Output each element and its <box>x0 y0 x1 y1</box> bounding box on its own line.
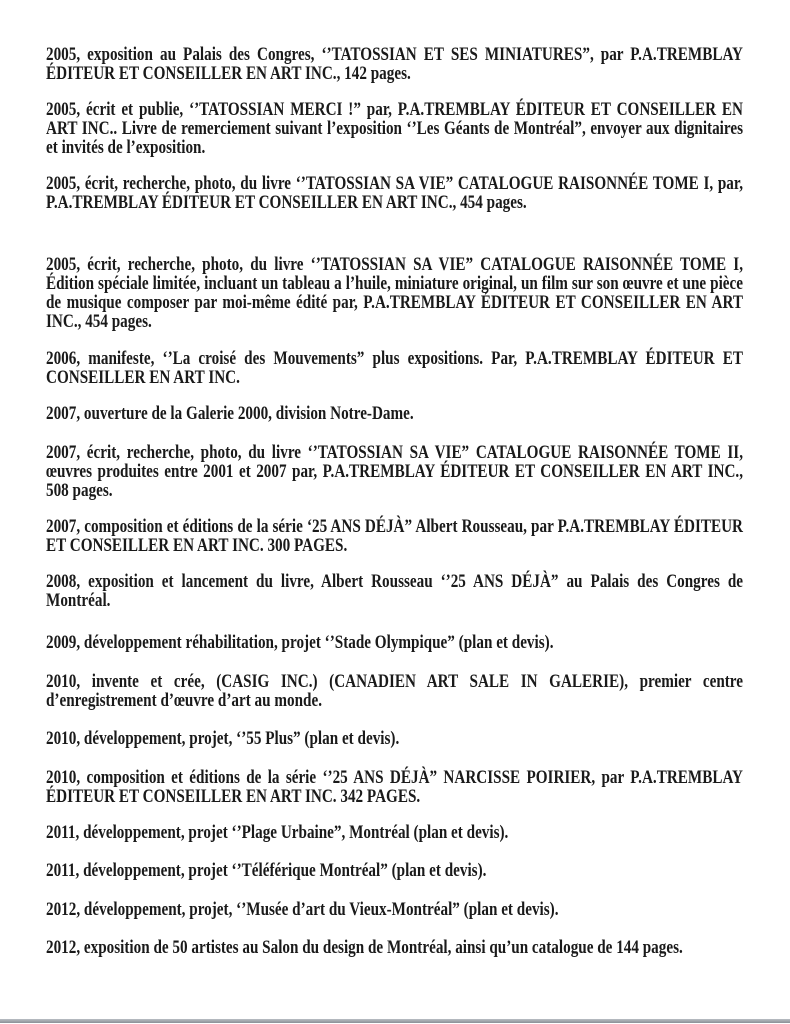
entry-2012-salon-design: 2012, exposition de 50 artistes au Salon du design de Montréal, ainsi qu’un catalogue de 144 pages. <box>46 938 683 958</box>
entry-2005-miniatures: 2005, exposition au Palais des Congres, ‘’TATOSSIAN ET SES MINIATURES”, par P.A.TREMBLAY ÉDITEUR ET CONSEILLER EN ART INC., 142 pages. <box>46 45 743 84</box>
entry-2011-plage-urbaine: 2011, développement, projet ‘’Plage Urbaine”, Montréal (plan et devis). <box>46 823 509 843</box>
entry-2011-teleferique: 2011, développement, projet ‘’Téléférique Montréal” (plan et devis). <box>46 861 487 881</box>
entry-2010-casig: 2010, invente et crée, (CASIG INC.) (CANADIEN ART SALE IN GALERIE), premier centre d’enregistrement d’œuvre d’art au monde. <box>46 672 743 711</box>
entry-2006-manifeste: 2006, manifeste, ‘’La croisé des Mouvements” plus expositions. Par, P.A.TREMBLAY ÉDITEUR ET CONSEILLER EN ART INC. <box>46 349 743 388</box>
entry-2007-galerie: 2007, ouverture de la Galerie 2000, division Notre-Dame. <box>46 404 414 424</box>
entry-2008-lancement: 2008, exposition et lancement du livre, Albert Rousseau ‘’25 ANS DÉJÀ” au Palais des Congres de Montréal. <box>46 572 743 611</box>
entry-2009-stade-olympique: 2009, développement réhabilitation, projet ‘’Stade Olympique” (plan et devis). <box>46 633 554 653</box>
entry-2010-narcisse-poirier: 2010, composition et éditions de la série ‘’25 ANS DÉJÀ” NARCISSE POIRIER, par P.A.TREMBLAY ÉDITEUR ET CONSEILLER EN ART INC. 342 PAGES. <box>46 768 743 807</box>
entry-2012-musee: 2012, développement, projet, ‘’Musée d’art du Vieux-Montréal” (plan et devis). <box>46 900 559 920</box>
entry-2005-merci: 2005, écrit et publie, ‘’TATOSSIAN MERCI !” par, P.A.TREMBLAY ÉDITEUR ET CONSEILLER EN ART INC.. Livre de remerciement suivant l’exposition ‘’Les Géants de Montréal”, envoyer aux dignitaires et invités de l’exposition. <box>46 100 743 158</box>
entry-2007-albert-rousseau: 2007, composition et éditions de la série ‘25 ANS DÉJÀ” Albert Rousseau, par P.A.TREMBLAY ÉDITEUR ET CONSEILLER EN ART INC. 300 PAGES. <box>46 517 743 556</box>
entry-2010-55-plus: 2010, développement, projet, ‘’55 Plus” (plan et devis). <box>46 729 400 749</box>
page-bottom-edge <box>0 1019 790 1023</box>
entry-2005-catalogue-tome-1: 2005, écrit, recherche, photo, du livre ‘’TATOSSIAN SA VIE” CATALOGUE RAISONNÉE TOME I, par, P.A.TREMBLAY ÉDITEUR ET CONSEILLER EN ART INC., 454 pages. <box>46 174 743 213</box>
entry-2005-edition-speciale: 2005, écrit, recherche, photo, du livre ‘’TATOSSIAN SA VIE” CATALOGUE RAISONNÉE TOME I, Édition spéciale limitée, incluant un tableau a l’huile, miniature original, un film sur son œuvre et une pièce de musique composer par moi-même édité par, P.A.TREMBLAY ÉDITEUR ET CONSEILLER EN ART INC., 454 pages. <box>46 255 743 332</box>
entry-2007-catalogue-tome-2: 2007, écrit, recherche, photo, du livre ‘’TATOSSIAN SA VIE” CATALOGUE RAISONNÉE TOME II, œuvres produites entre 2001 et 2007 par, P.A.TREMBLAY ÉDITEUR ET CONSEILLER EN ART INC., 508 pages. <box>46 443 743 501</box>
